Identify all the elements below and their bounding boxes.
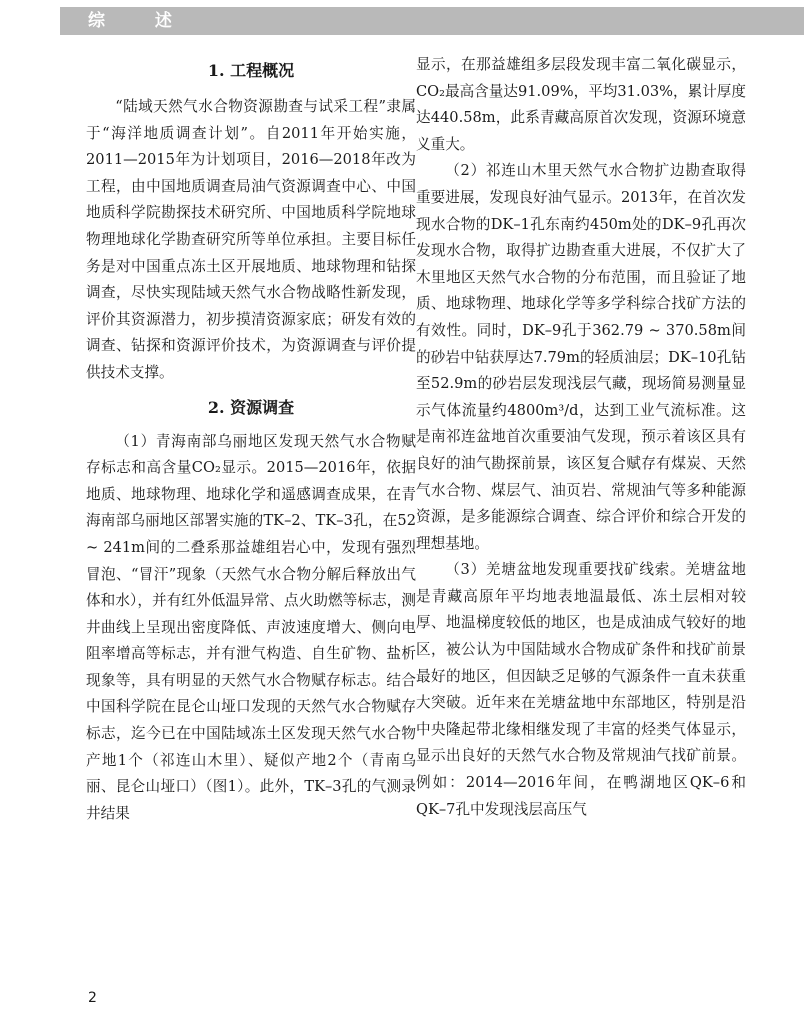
- paragraph-project-overview: “陆域天然气水合物资源勘查与试采工程”隶属于“海洋地质调查计划”。自2011年开始实施，2011—2015年为计划项目，2016—2018年改为工程，由中国地质调查局油气资源调查中心、中国地质科学院勘探技术研究所、中国地质科学院地球物理地球化学勘查研究所等单位承担。主要目标任务是对中国重点冻土区开展地质、地球物理和钻探调查，尽快实现陆域天然气水合物战略性新发现，评价其资源潜力，初步摸清资源家底；研发有效的调查、钻探和资源评价技术，为资源调查与评价提供技术支撑。: [86, 98, 416, 381]
- paragraph-qiangtang-basin: （3）羌塘盆地发现重要找矿线索。羌塘盆地是青藏高原年平均地表地温最低、冻土层相对较厚、地温梯度较低的地区，也是成油成气较好的地区，被公认为中国陆域水合物成矿条件和找矿前景最好的地区，但因缺乏足够的气源条件一直未获重大突破。近年来在羌塘盆地中东部地区，特别是沿中央隆起带北缘相继发现了丰富的烃类气体显示，显示出良好的天然气水合物及常规油气找矿前景。例如：2014—2016年间，在鸭湖地区QK–6和QK–7孔中发现浅层高压气: [416, 561, 746, 818]
- paragraph-qilian-muli: （2）祁连山木里天然气水合物扩边勘查取得重要进展，发现良好油气显示。2013年，在首次发现水合物的DK–1孔东南约450m处的DK–9孔再次发现水合物，取得扩边勘查重大进展，不仅扩大了木里地区天然气水合物的分布范围，而且验证了地质、地球物理、地球化学等多学科综合找矿方法的有效性。同时，DK–9孔于362.79 ~ 370.58m间的砂岩中钻获厚达7.79m的轻质油层；DK–10孔钻至52.9m的砂岩层发现浅层气藏，现场简易测量显示气体流量约4800m³/d，达到工业气流标准。这是南祁连盆地首次重要油气发现，预示着该区具有良好的油气勘探前景，该区复合赋存有煤炭、天然气水合物、煤层气、油页岩、常规油气等多种能源资源，是多能源综合调查、综合评价和综合开发的理想基地。: [416, 162, 746, 552]
- paragraph-wuli-area: （1）青海南部乌丽地区发现天然气水合物赋存标志和高含量CO₂显示。2015—2016年，依据地质、地球物理、地球化学和遥感调查成果，在青海南部乌丽地区部署实施的TK–2、TK–3孔，在52 ~ 241m间的二叠系那益雄组岩心中，发现有强烈冒泡、“冒汗”现象（天然气水合物分解后释放出气体和水），并有红外低温异常、点火助燃等标志，测井曲线上呈现出密度降低、声波速度增大、侧向电阻率增高等标志，并有泄气构造、自生矿物、盐析现象等，具有明显的天然气水合物赋存标志。结合中国科学院在昆仑山垭口发现的天然气水合物赋存标志，迄今已在中国陆域冻土区发现天然气水合物产地1个（祁连山木里）、疑似产地2个（青南乌丽、昆仑山垭口）（图1）。此外，TK–3孔的气测录井结果: [86, 432, 416, 822]
- paragraph-co2-continuation: 显示，在那益雄组多层段发现丰富二氧化碳显示，CO₂最高含量达91.09%，平均31.03%，累计厚度达440.58m，此系青藏高原首次发现，资源环境意义重大。: [416, 56, 746, 153]
- heading-resource-survey: 2. 资源调查: [207, 397, 295, 417]
- left-column: [86, 52, 416, 827]
- heading-project-overview: 1. 工程概况: [207, 61, 295, 80]
- page-number: 2: [88, 990, 97, 1006]
- right-column: [416, 52, 746, 823]
- section-label: 综 述: [88, 11, 194, 31]
